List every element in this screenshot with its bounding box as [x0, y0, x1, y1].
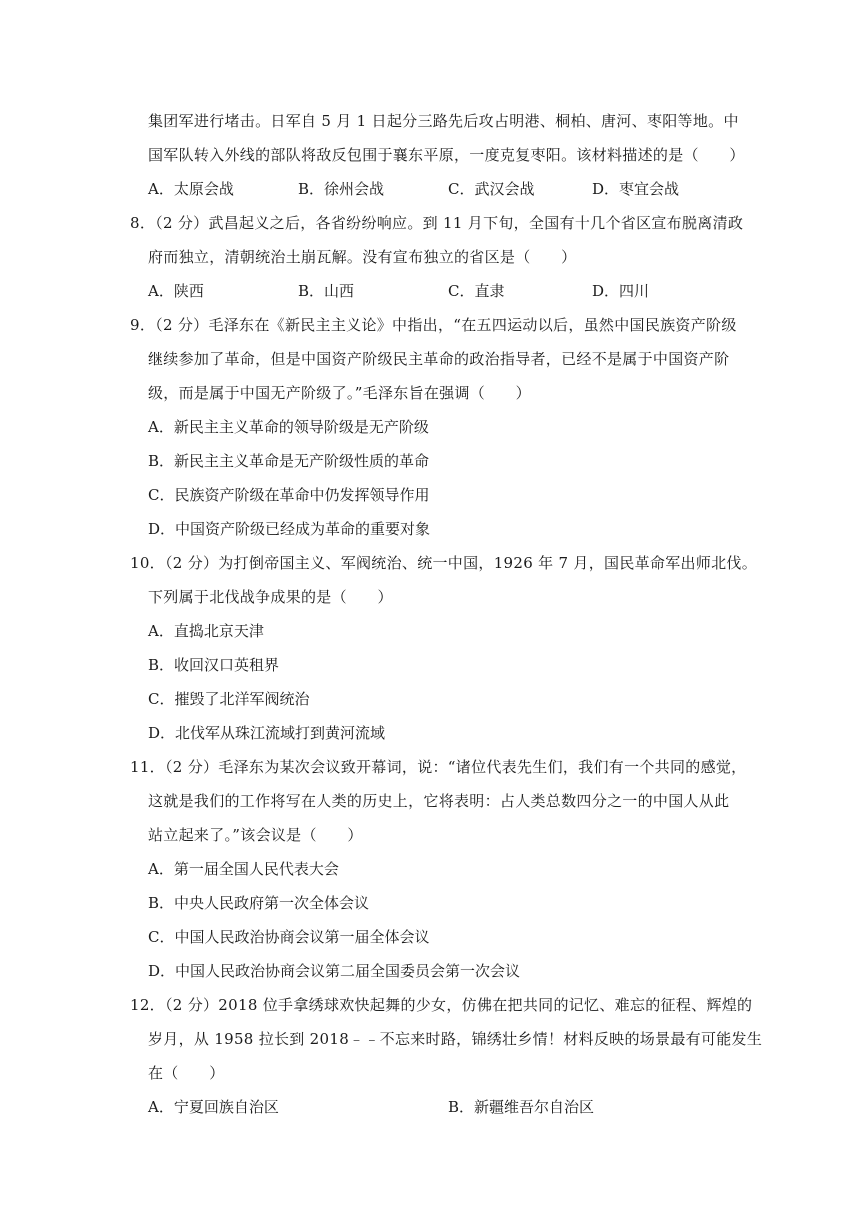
option-a: A．新民主主义革命的领导阶级是无产阶级	[148, 418, 429, 436]
question-text-line: 10．（2 分）为打倒帝国主义、军阀统治、统一中国，1926 年 7 月，国民革命军出师北伐。	[130, 554, 758, 572]
question-text-line: 府而独立，清朝统治土崩瓦解。没有宣布独立的省区是（ ）	[148, 248, 577, 266]
question-text-line: 11．（2 分）毛泽东为某次会议致开幕词，说：“诸位代表先生们，我们有一个共同的感觉，	[130, 758, 747, 776]
option-d: D．枣宜会战	[592, 180, 680, 198]
question-text-line: 8．（2 分）武昌起义之后，各省纷纷响应。到 11 月下旬，全国有十几个省区宣布脱离清政	[130, 214, 744, 232]
option-a: A．第一届全国人民代表大会	[148, 860, 339, 878]
question-text-line: 在（ ）	[148, 1064, 225, 1082]
question-text-line: 岁月，从 1958 拉长到 2018﹣﹣不忘来时路，锦绣壮乡情！材料反映的场景最有可能发生	[148, 1030, 763, 1048]
option-c: C．中国人民政治协商会议第一届全体会议	[148, 928, 430, 946]
question-text-line: 9．（2 分）毛泽东在《新民主主义论》中指出，“在五四运动以后，虽然中国民族资产阶级	[130, 316, 737, 334]
question-text-line: 下列属于北伐战争成果的是（ ）	[148, 588, 393, 606]
option-d: D．北伐军从珠江流域打到黄河流域	[148, 724, 386, 742]
question-text-line: 继续参加了革命，但是中国资产阶级民主革命的政治指导者，已经不是属于中国资产阶	[148, 350, 730, 368]
option-b: B．新疆维吾尔自治区	[448, 1098, 595, 1116]
option-b: B．新民主主义革命是无产阶级性质的革命	[148, 452, 430, 470]
question-text-line: 集团军进行堵击。日军自 5 月 1 日起分三路先后攻占明港、桐柏、唐河、枣阳等地。中	[148, 112, 739, 130]
option-b: B．收回汉口英租界	[148, 656, 280, 674]
option-c: C．直隶	[448, 282, 505, 300]
option-a: A．直捣北京天津	[148, 622, 264, 640]
option-b: B．山西	[298, 282, 355, 300]
option-c: C．民族资产阶级在革命中仍发挥领导作用	[148, 486, 430, 504]
option-c: C．摧毁了北洋军阀统治	[148, 690, 310, 708]
question-text-line: 级，而是属于中国无产阶级了。”毛泽东旨在强调（ ）	[148, 384, 531, 402]
option-c: C．武汉会战	[448, 180, 535, 198]
option-d: D．中国资产阶级已经成为革命的重要对象	[148, 520, 431, 538]
option-a: A．宁夏回族自治区	[148, 1098, 279, 1116]
option-d: D．中国人民政治协商会议第二届全国委员会第一次会议	[148, 962, 521, 980]
question-text-line: 站立起来了。”该会议是（ ）	[148, 826, 363, 844]
question-text-line: 这就是我们的工作将写在人类的历史上，它将表明：占人类总数四分之一的中国人从此	[148, 792, 730, 810]
option-a: A．陕西	[148, 282, 204, 300]
question-text-line: 12．（2 分）2018 位手拿绣球欢快起舞的少女，仿佛在把共同的记忆、难忘的征程、辉煌的	[130, 996, 753, 1014]
question-text-line: 国军队转入外线的部队将敌反包围于襄东平原，一度克复枣阳。该材料描述的是（ ）	[148, 146, 745, 164]
option-a: A．太原会战	[148, 180, 234, 198]
option-b: B．中央人民政府第一次全体会议	[148, 894, 370, 912]
option-d: D．四川	[592, 282, 650, 300]
option-b: B．徐州会战	[298, 180, 385, 198]
